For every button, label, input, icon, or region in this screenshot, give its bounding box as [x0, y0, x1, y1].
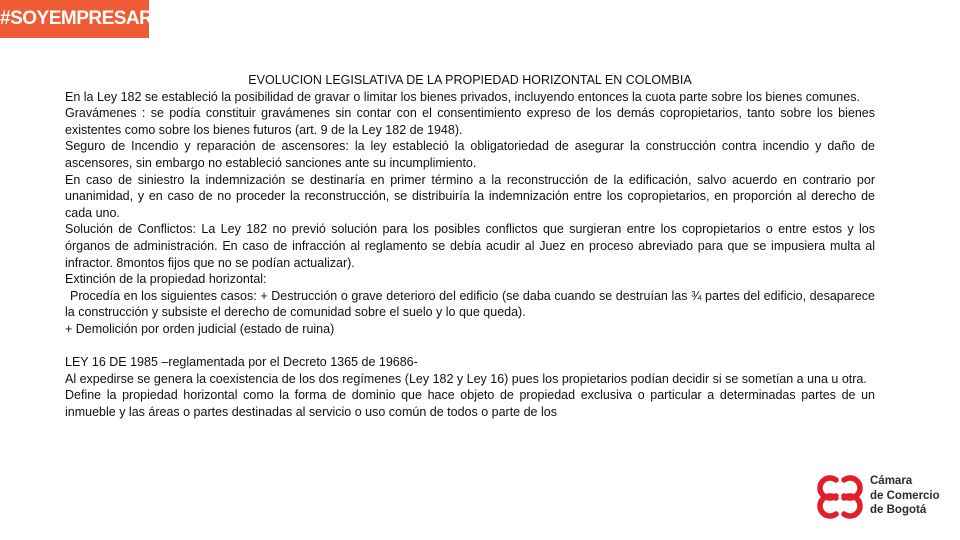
document-title: EVOLUCION LEGISLATIVA DE LA PROPIEDAD HORIZONTAL EN COLOMBIA — [248, 73, 692, 87]
logo-wordmark — [870, 474, 960, 518]
logo-line-2: de Comercio — [870, 489, 940, 502]
paragraph-coexistencia: Al expedirse se genera la coexistencia de los dos regímenes (Ley 182 y Ley 16) pues los propietarios podían decidir si se sometían a una u otra. — [65, 371, 867, 386]
logo-line-3: de Bogotá — [870, 504, 927, 516]
paragraph-gap — [65, 338, 875, 355]
paragraph-seguro-incendio: Seguro de Incendio y reparación de ascensores: la ley estableció la obligatoriedad de asegurar la construcción contra incendio y daño de ascensores, sin embargo no estableció sanciones ante su incumplimiento. — [65, 139, 875, 170]
paragraph-ley-16-heading: LEY 16 DE 1985 –reglamentada por el Decreto 1365 de 19686- — [65, 355, 418, 370]
logo-line-1: Cámara — [870, 475, 913, 487]
paragraph-extincion-heading: Extinción de la propiedad horizontal: — [65, 272, 267, 287]
paragraph-demolicion: + Demolición por orden judicial (estado de ruina) — [65, 321, 335, 336]
paragraph-extincion-casos: Procedía en los siguientes casos: + Destrucción o grave deterioro del edificio (se daba cuando se destruían las ¾ partes del edificio, desaparece la construcción y subsiste el derecho de comunidad sobre el suelo y lo que queda). — [65, 288, 875, 320]
paragraph-solucion-conflictos: Solución de Conflictos: La Ley 182 no previó solución para los posibles conflictos que surgieran entre los copropietarios o entre estos y los órganos de administración. En caso de infracción al reglamento se debía acudir al Juez en proceso abreviado para que se impusiera multa al infractor. 8montos fijos que no se podían actualizar). — [65, 222, 875, 270]
document-body — [65, 72, 875, 420]
soyempresario-badge — [0, 0, 172, 38]
ccb-symbol-icon — [812, 474, 868, 520]
paragraph-ley-182: En la Ley 182 se estableció la posibilidad de gravar o limitar los bienes privados, incluyendo entonces la cuota parte sobre los bienes comunes. — [65, 89, 860, 104]
camara-comercio-logo — [812, 474, 952, 520]
hashtag-text: #SOYEMPRESARIO — [0, 8, 172, 29]
paragraph-siniestro: En caso de siniestro la indemnización se destinaría en primer término a la reconstrucción de la edificación, salvo acuerdo en contrario por unanimidad, y en caso de no proceder la reconstrucción, se distribuiría la indemnización entre los copropietarios, en proporción al derecho de cada uno. — [65, 172, 875, 220]
paragraph-definicion: Define la propiedad horizontal como la forma de dominio que hace objeto de propiedad exclusiva o particular a determinadas partes de un inmueble y las áreas o partes destinadas al servicio o uso común de todos o parte de los — [65, 388, 875, 419]
paragraph-gravamenes: Gravámenes : se podía constituir gravámenes sin contar con el consentimiento expreso de los demás copropietarios, tanto sobre los bienes existentes como sobre los bienes futuros (art. 9 de la Ley 182 de 1948). — [65, 106, 875, 137]
